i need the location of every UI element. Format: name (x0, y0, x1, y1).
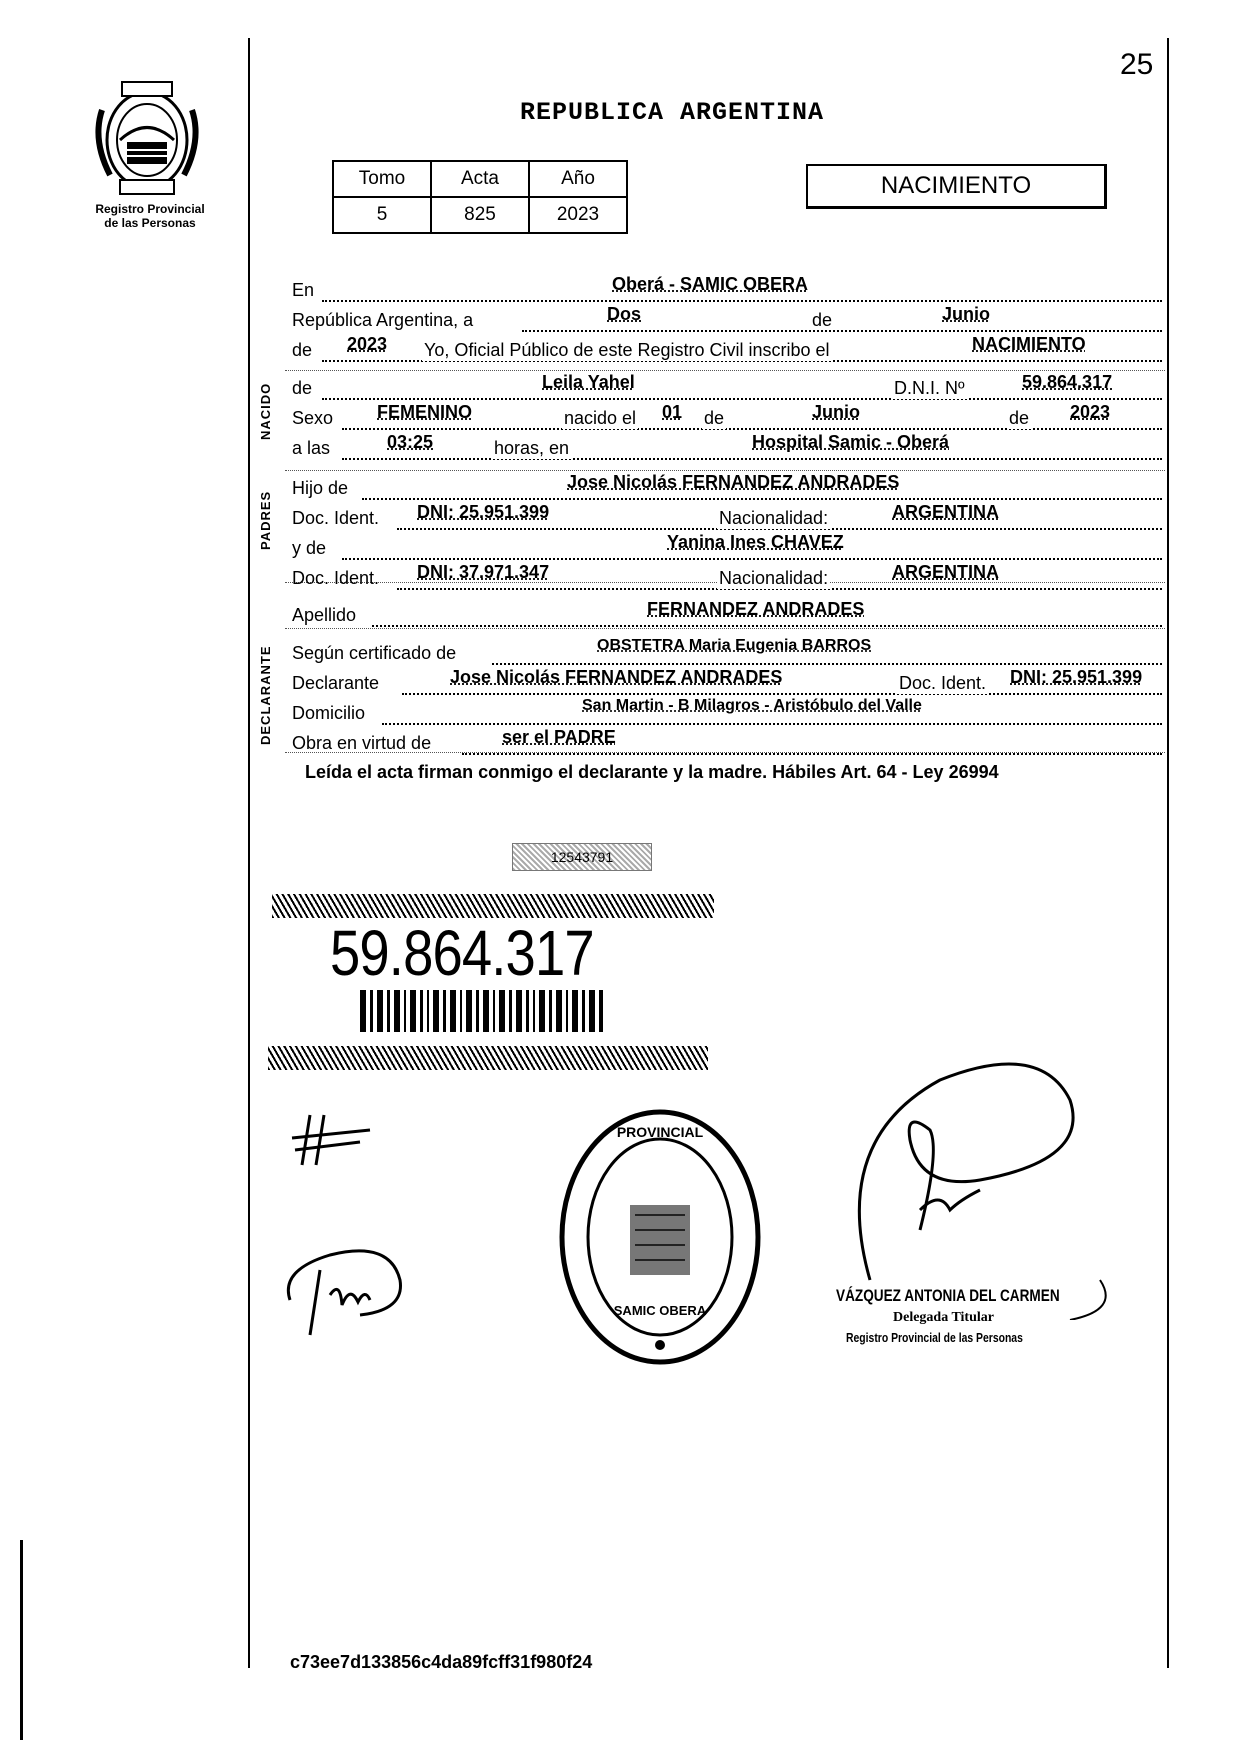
label-obra-en-virtud: Obra en virtud de (292, 733, 432, 753)
hash-mark-signature (290, 1110, 380, 1170)
value-lugar: Oberá - SAMIC OBERA (612, 274, 809, 294)
value-tipo: NACIMIENTO (972, 334, 1086, 354)
header-anio: Año (529, 161, 627, 197)
value-madre-nacionalidad: ARGENTINA (892, 562, 999, 582)
label-horas-en: horas, en (494, 438, 570, 458)
registry-name: Registro Provincial de las Personas (95, 202, 205, 230)
label-republica: República Argentina, a (292, 310, 474, 330)
document-title: REPUBLICA ARGENTINA (520, 98, 825, 127)
value-anio-inscripcion: 2023 (347, 334, 388, 354)
official-title: Delegada Titular (893, 1310, 994, 1325)
registry-seal-stamp (555, 1105, 765, 1370)
barcode-icon (360, 990, 608, 1032)
row-madre-doc (292, 562, 1162, 596)
record-type-box: NACIMIENTO (806, 164, 1107, 209)
label-de: de (704, 408, 725, 428)
label-doc-ident: Doc. Ident. (899, 673, 987, 693)
leida-statement: Leída el acta firman conmigo el declarante y la madre. Hábiles Art. 64 - Ley 26994 (305, 762, 999, 782)
label-nacido-el: nacido el (564, 408, 637, 428)
right-margin-line (1167, 38, 1169, 1668)
left-margin-line (248, 38, 250, 1668)
label-de: de (292, 378, 313, 398)
value-acta: 825 (431, 197, 529, 233)
value-dia-inscripcion: Dos (607, 304, 642, 324)
separator (285, 470, 1165, 471)
label-sexo: Sexo (292, 408, 334, 428)
value-sexo: FEMENINO (377, 402, 473, 422)
value-declarante: Jose Nicolás FERNANDEZ ANDRADES (450, 667, 783, 687)
side-label-declarante: DECLARANTE (258, 645, 273, 745)
edge-line (20, 1540, 23, 1740)
official-org: Registro Provincial de las Personas (846, 1330, 1023, 1345)
dni-large-number: 59.864.317 (330, 917, 594, 989)
label-nacionalidad: Nacionalidad: (719, 508, 829, 528)
label-a-las: a las (292, 438, 331, 458)
small-code-label: 12543791 (512, 843, 652, 871)
value-dia-nacimiento: 01 (662, 402, 683, 422)
security-pattern-top (272, 894, 714, 918)
row-en-virtud (292, 727, 1162, 761)
value-certificado: OBSTETRA Maria Eugenia BARROS (597, 637, 872, 654)
label-apellido: Apellido (292, 605, 357, 625)
row-tipo (292, 334, 1162, 368)
value-lugar-nacimiento: Hospital Samic - Oberá (752, 432, 950, 452)
label-domicilio: Domicilio (292, 703, 366, 723)
label-declarante: Declarante (292, 673, 380, 693)
svg-text:PROVINCIAL: PROVINCIAL (616, 1124, 704, 1140)
value-madre: Yanina Ines CHAVEZ (667, 532, 844, 552)
security-pattern-bottom (268, 1046, 708, 1070)
label-yo-oficial: Yo, Oficial Público de este Registro Civil inscribo el (424, 340, 830, 360)
label-nacionalidad: Nacionalidad: (719, 568, 829, 588)
official-name: VÁZQUEZ ANTONIA DEL CARMEN (836, 1286, 1060, 1305)
document-hash: c73ee7d133856c4da89fcff31f980f24 (290, 1652, 593, 1672)
value-padre-nacionalidad: ARGENTINA (892, 502, 999, 522)
value-nombre: Leila Yahel (542, 372, 635, 392)
label-dni: D.N.I. Nº (894, 378, 965, 398)
value-mes-inscripcion: Junio (942, 304, 990, 324)
value-domicilio: San Martin - B Milagros - Aristóbulo del Valle (582, 697, 922, 714)
row-hora (292, 432, 1162, 466)
header-tomo: Tomo (333, 161, 431, 197)
row-apellido (292, 599, 1162, 633)
side-label-padres: PADRES (258, 490, 273, 550)
label-de: de (1009, 408, 1030, 428)
official-signature (820, 1040, 1150, 1320)
row-lugar (292, 274, 1162, 308)
value-anio: 2023 (529, 197, 627, 233)
label-de: de (292, 340, 313, 360)
value-madre-doc: DNI: 37.971.347 (417, 562, 550, 582)
side-label-nacido: NACIDO (258, 382, 273, 440)
value-anio-nacimiento: 2023 (1070, 402, 1111, 422)
header-acta: Acta (431, 161, 529, 197)
value-dni: 59.864.317 (1022, 372, 1113, 392)
value-en-virtud: ser el PADRE (502, 727, 616, 747)
page-number: 25 (1120, 48, 1154, 81)
value-apellido: FERNANDEZ ANDRADES (647, 599, 865, 619)
value-tomo: 5 (333, 197, 431, 233)
separator (285, 370, 1165, 371)
label-de: de (812, 310, 833, 330)
row-domicilio (292, 697, 1162, 731)
label-hijo-de: Hijo de (292, 478, 349, 498)
value-declarante-doc: DNI: 25.951.399 (1010, 667, 1143, 687)
label-en: En (292, 280, 315, 300)
value-mes-nacimiento: Junio (812, 402, 860, 422)
value-padre-doc: DNI: 25.951.399 (417, 502, 550, 522)
label-segun-certificado: Según certificado de (292, 643, 457, 663)
label-doc-ident: Doc. Ident. (292, 568, 380, 588)
declarant-signature (270, 1240, 430, 1340)
value-hora: 03:25 (387, 432, 434, 452)
svg-text:SAMIC OBERA: SAMIC OBERA (613, 1303, 707, 1318)
misiones-coat-of-arms-icon (92, 80, 202, 195)
label-y-de: y de (292, 538, 327, 558)
value-padre: Jose Nicolás FERNANDEZ ANDRADES (567, 472, 900, 492)
record-table (332, 160, 628, 234)
label-doc-ident: Doc. Ident. (292, 508, 380, 528)
